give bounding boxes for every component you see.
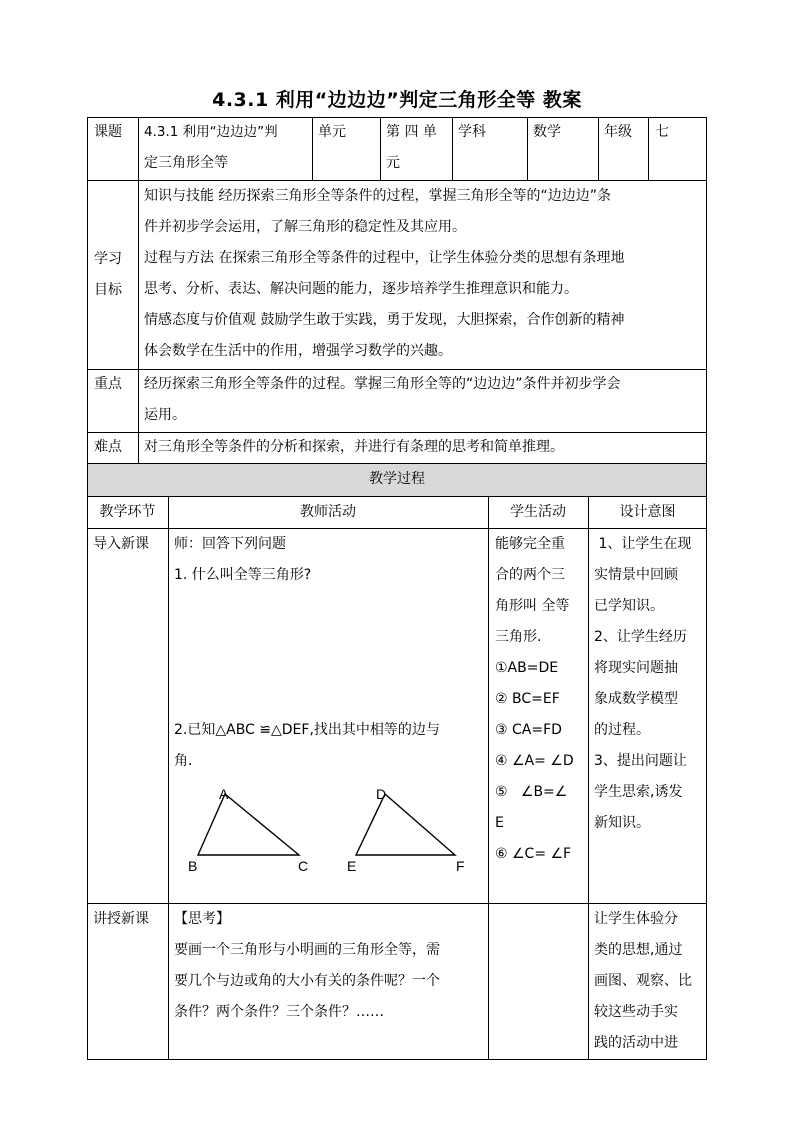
teach-intent-line: 让学生体验分 [594,911,678,927]
teacher-think-line: 【思考】 [174,911,230,927]
objectives-label-2: 目标 [94,282,122,298]
stage-intro: 导入新课 [93,536,149,552]
triangle-abc [198,794,299,855]
student-line: ⑤ ∠B=∠ [495,784,568,800]
vertex-label-f: F [456,858,465,874]
intent-line: 新知识。 [594,815,650,831]
student-line: 合的两个三 [495,567,565,583]
objectives-line: 体会数学在生活中的作用，增强学习数学的兴趣。 [144,343,452,359]
student-line: ⑥ ∠C= ∠F [495,846,572,862]
vertex-label-e: E [347,858,357,874]
unit-value-line-1: 第 四 单 [386,124,437,140]
congruent-triangles-figure [168,780,488,890]
subject-value: 数学 [533,124,561,140]
student-line: ② BC=EF [495,691,560,707]
course-title-line-1: 4.3.1 利用“边边边”判 [144,124,278,140]
teacher-think-line: 要几个与边或角的大小有关的条件呢？一个 [174,973,440,989]
teacher-prompt: 师：回答下列问题 [174,536,286,552]
vertex-label-a: A [219,786,229,802]
grade-value: 七 [655,124,669,140]
intent-line: 将现实问题抽 [594,660,678,676]
teacher-think-line: 条件？两个条件？三个条件？…… [174,1004,384,1020]
course-label: 课题 [94,124,122,140]
difficulty-text: 对三角形全等条件的分析和探索，并进行有条理的思考和简单推理。 [144,439,564,455]
teach-intent-line: 较这些动手实 [594,1004,678,1020]
student-line: ③ CA=FD [495,722,562,738]
teacher-think-line: 要画一个三角形与小明画的三角形全等，需 [174,942,440,958]
objectives-line: 情感态度与价值观 鼓励学生敢于实践，勇于发现，大胆探索，合作创新的精神 [144,312,625,328]
intent-line: 的过程。 [594,722,650,738]
key-points-line: 运用。 [144,407,186,423]
objectives-line: 件并初步学会运用，了解三角形的稳定性及其应用。 [144,219,466,235]
column-header-intent: 设计意图 [619,504,676,520]
intent-line: 2、让学生经历 [594,629,687,645]
teach-intent-line: 画图、观察、比 [594,973,692,989]
stage-teach: 讲授新课 [93,911,149,927]
vertex-label-b: B [188,858,198,874]
key-points-line: 经历探索三角形全等条件的过程。掌握三角形全等的“边边边”条件并初步学会 [144,376,621,392]
student-line: E [495,815,504,831]
process-heading: 教学过程 [369,471,425,487]
unit-label: 单元 [318,124,346,140]
vertex-label-d: D [376,786,387,802]
objectives-line: 知识与技能 经历探索三角形全等条件的过程，掌握三角形全等的“边边边”条 [144,188,611,204]
intent-line: 学生思索,诱发 [594,784,683,800]
student-line: 角形叫 全等 [495,598,570,614]
difficulty-label: 难点 [94,439,122,455]
grade-label: 年级 [604,124,632,140]
vertex-label-c: C [298,858,309,874]
column-header-teacher: 教师活动 [300,504,356,520]
key-points-label: 重点 [94,376,122,392]
teach-intent-line: 类的思想,通过 [594,942,683,958]
teach-intent-line: 践的活动中进 [594,1035,678,1051]
student-line: 三角形. [495,629,542,645]
teacher-question-2: 2.已知△ABC ≌△DEF,找出其中相等的边与 [174,722,440,738]
objectives-label-1: 学习 [94,251,122,267]
intent-line: 3、提出问题让 [594,753,687,769]
intent-line: 已学知识。 [594,598,664,614]
student-line: ①AB=DE [495,660,559,676]
column-header-student: 学生活动 [510,504,566,520]
subject-label: 学科 [458,124,486,140]
course-title-line-2: 定三角形全等 [144,155,228,171]
document-title: 4.3.1 利用“边边边”判定三角形全等 教案 [212,89,582,111]
student-line: 能够完全重 [495,536,565,552]
objectives-line: 思考、分析、表达、解决问题的能力，逐步培养学生推理意识和能力。 [144,281,578,297]
student-line: ④ ∠A= ∠D [495,753,574,769]
triangle-def [356,794,455,855]
unit-value-line-2: 元 [386,155,400,171]
intent-line: 1、让学生在现 [594,536,692,552]
intent-line: 实情景中回顾 [594,567,678,583]
column-header-stage: 教学环节 [99,504,156,520]
teacher-question-2-cont: 角. [174,753,193,769]
intent-line: 象成数学模型 [594,691,678,707]
teacher-question-1: 1. 什么叫全等三角形? [174,567,312,583]
objectives-line: 过程与方法 在探索三角形全等条件的过程中，让学生体验分类的思想有条理地 [144,250,625,266]
